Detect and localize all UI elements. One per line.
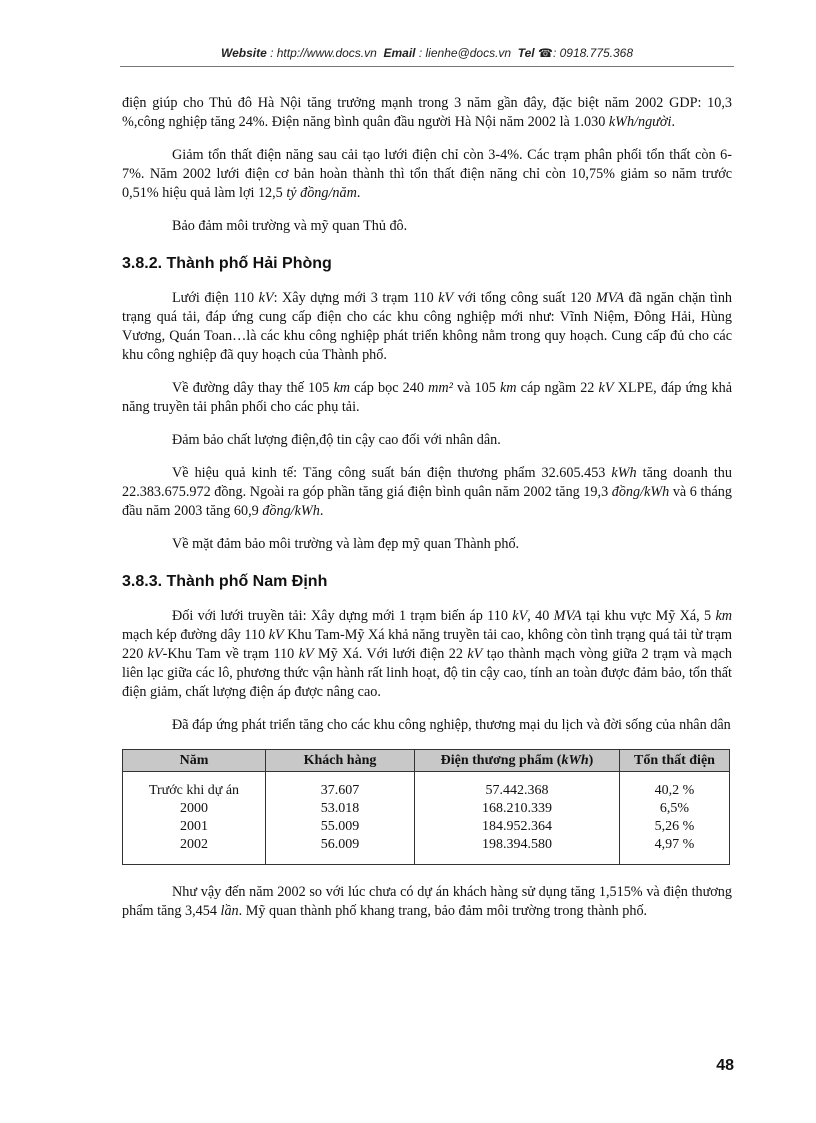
page-header (120, 46, 734, 60)
paragraph-hanoi-environment: Bảo đảm môi trường và mỹ quan Thủ đô. (172, 218, 408, 234)
header-divider (120, 66, 734, 67)
paragraph-nd-development: Đã đáp ứng phát triển tăng cho các khu công nghiệp, thương mại du lịch và đời sống của nhân dân (172, 717, 731, 733)
cell-energy: 198.394.580 (415, 836, 620, 865)
cell-energy: 184.952.364 (415, 818, 620, 836)
cell-year: 2001 (123, 818, 266, 836)
table-row (123, 800, 730, 818)
cell-energy: 57.442.368 (415, 772, 620, 801)
paragraph-hp-economics: Về hiệu quả kinh tế: Tăng công suất bán điện thương phẩm 32.605.453 kWh tăng doanh thu 22.383.675.972 đồng. Ngoài ra góp phần tăng giá điện bình quân năm 2002 tăng 19,3 đồng/kWh và 6 tháng đầu năm 2003 tăng 60,9 đồng/kWh. (122, 465, 732, 519)
section-heading-nam-dinh: 3.8.3. Thành phố Nam Định (122, 573, 328, 590)
table-row (123, 836, 730, 865)
col-header-energy: Điện thương phẩm (kWh) (415, 750, 620, 772)
cell-customers: 53.018 (266, 800, 415, 818)
tel-label: Tel (517, 46, 535, 60)
paragraph-nd-transmission: Đối với lưới truyền tải: Xây dựng mới 1 trạm biến áp 110 kV, 40 MVA tại khu vực Mỹ Xá, 5 km mạch kép đường dây 110 kV Khu Tam-Mỹ Xá khả năng truyền tải cao, không còn tình trạng quá tải từ trạm 220 kV-Khu Tam về trạm 110 kV Mỹ Xá. Với lưới điện 22 kV tạo thành mạch vòng giữa 2 trạm và mạch liên lạc giữa các lô, phương thức vận hành rất linh hoạt, độ tin cậy cao, tính an toàn được đảm bảo, tổn thất điện giảm, chất lượng điện áp được nâng cao. (122, 608, 733, 700)
cell-customers: 55.009 (266, 818, 415, 836)
cell-loss: 5,26 % (620, 818, 730, 836)
cell-loss: 6,5% (620, 800, 730, 818)
tel-value: ☎: 0918.775.368 (538, 46, 634, 60)
cell-year: Trước khi dự án (123, 772, 266, 801)
paragraph-hp-quality: Đảm bảo chất lượng điện,độ tin cậy cao đối với nhân dân. (172, 432, 501, 448)
paragraph-hanoi-loss: Giảm tổn thất điện năng sau cải tạo lưới điện chỉ còn 3-4%. Các trạm phân phối tổn thất còn 6-7%. Năm 2002 lưới điện cơ bản hoàn thành thì tổn thất điện năng chỉ còn 10,75% giảm so năm trước 0,51% hiệu quả làm lợi 12,5 tỷ đồng/năm. (122, 147, 732, 201)
col-header-year: Năm (123, 750, 266, 772)
cell-customers: 56.009 (266, 836, 415, 865)
col-header-loss: Tổn thất điện (620, 750, 730, 772)
cell-loss: 40,2 % (620, 772, 730, 801)
paragraph-hp-grid: Lưới điện 110 kV: Xây dựng mới 3 trạm 110 kV với tổng công suất 120 MVA đã ngăn chặn tình trạng quá tải, đáp ứng cung cấp điện cho các khu công nghiệp mới như: Vĩnh Niệm, Đông Hải, Hùng Vương, Quán Toan…là các khu công nghiệp phát triển không nằm trong quy hoạch. Cung cấp đủ cho các khu công nghiệp đã quy hoạch của Thành phố. (122, 290, 733, 363)
cell-year: 2000 (123, 800, 266, 818)
paragraph-nd-summary: Như vậy đến năm 2002 so với lúc chưa có dự án khách hàng sử dụng tăng 1,515% và điện thương phẩm tăng 3,454 lần. Mỹ quan thành phố khang trang, bảo đảm môi trường trong thành phố. (122, 884, 732, 919)
website-label: Website (220, 46, 267, 60)
cell-customers: 37.607 (266, 772, 415, 801)
table-row (123, 772, 730, 801)
email-value: : lienhe@docs.vn (418, 46, 512, 60)
col-header-customers: Khách hàng (266, 750, 415, 772)
customer-table (122, 749, 730, 865)
email-label: Email (383, 46, 416, 60)
table-row (123, 818, 730, 836)
section-heading-hai-phong: 3.8.2. Thành phố Hải Phòng (122, 255, 332, 272)
paragraph-hp-lines: Về đường dây thay thế 105 km cáp bọc 240 mm² và 105 km cáp ngầm 22 kV XLPE, đáp ứng khả năng truyền tải phân phối cho các phụ tải. (122, 380, 732, 415)
cell-loss: 4,97 % (620, 836, 730, 865)
page-body (122, 94, 732, 935)
cell-year: 2002 (123, 836, 266, 865)
website-value: : http://www.docs.vn (270, 46, 377, 60)
cell-energy: 168.210.339 (415, 800, 620, 818)
page-number: 48 (716, 1057, 734, 1074)
paragraph-hp-environment: Về mặt đảm bảo môi trường và làm đẹp mỹ quan Thành phố. (172, 536, 520, 552)
paragraph-hanoi-growth: điện giúp cho Thủ đô Hà Nội tăng trưởng mạnh trong 3 năm gần đây, đặc biệt năm 2002 GDP: 10,3 %,công nghiệp tăng 24%. Điện năng bình quân đầu người Hà Nội năm 2002 là 1.030 kWh/người. (122, 95, 732, 130)
table-header-row (123, 750, 730, 772)
